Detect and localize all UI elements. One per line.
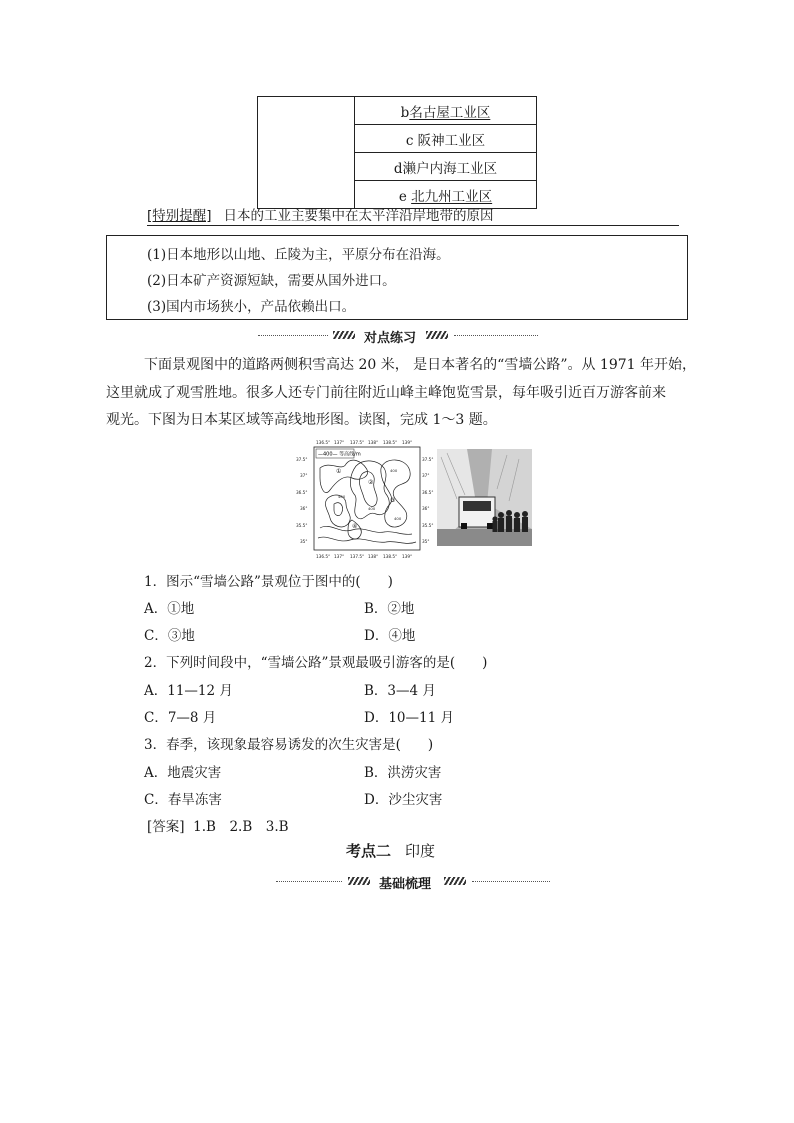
contour-label: 400 (338, 494, 346, 499)
special-tip-box (106, 235, 688, 320)
section-title: 对点练习 (364, 331, 417, 346)
divider (472, 881, 550, 882)
special-tip-label: [特别提醒] (147, 208, 212, 224)
tick-label: 37.5° (422, 457, 434, 462)
tick-label: 36.5° (296, 490, 308, 495)
option: A．地震灾害 (144, 765, 222, 781)
tick-label: 35.5° (296, 523, 308, 528)
intro-line: 下面景观图中的道路两侧积雪高达 20 米， 是日本著名的“雪墙公路”。从 1971 年开始， (144, 357, 697, 373)
divider (454, 335, 538, 336)
contour-map (290, 438, 435, 562)
industrial-regions-table (257, 96, 537, 209)
tick-label: 136.5° (316, 554, 331, 559)
table-blank-cell (258, 97, 355, 209)
special-tip-title (147, 208, 679, 226)
tick-label: 137.5° (350, 554, 365, 559)
intro-line: 这里就成了观雪胜地。很多人还专门前往附近山峰主峰饱览雪景，每年吸引近百万游客前来 (106, 385, 666, 401)
snow-wall-road-photo (437, 449, 532, 546)
tick-label: 35° (300, 539, 308, 544)
tick-label: 138.5° (383, 440, 398, 445)
tick-label: 36.5° (422, 490, 434, 495)
tick-label: 136.5° (316, 440, 331, 445)
contour-label: 400 (390, 468, 398, 473)
option: D．沙尘灾害 (364, 792, 443, 808)
basic-section-bar (276, 873, 550, 892)
tick-label: 137° (334, 440, 345, 445)
tick-label: 37.5° (296, 457, 308, 462)
tick-label: 138° (368, 554, 379, 559)
point-label-1: ① (336, 468, 342, 475)
tick-label: 37° (422, 473, 430, 478)
section-title: 基础梳理 (379, 877, 432, 892)
section-heading-subtitle: 印度 (405, 842, 436, 860)
tick-label: 36° (422, 506, 430, 511)
region-name: 阪神工业区 (417, 132, 486, 149)
region-name: 北九州工业区 (411, 188, 493, 205)
tick-label: 138.5° (383, 554, 398, 559)
option: D．10—11 月 (364, 710, 454, 726)
hatch-decoration (444, 877, 466, 885)
divider (258, 335, 328, 336)
divider (276, 881, 342, 882)
hatch-decoration (333, 331, 355, 339)
table-row: e 北九州工业区 (355, 181, 537, 209)
tick-label: 139° (402, 554, 413, 559)
answer-label: [答案] (147, 819, 185, 835)
tick-label: 35° (422, 539, 430, 544)
tick-label: 137° (334, 554, 345, 559)
contour-label: 400 (368, 506, 376, 511)
contour-label: 400 (394, 516, 402, 521)
tick-label: 139° (402, 440, 413, 445)
practice-section-bar (258, 327, 538, 346)
section-heading-title: 考点二 (346, 842, 392, 860)
option: A．11—12 月 (144, 683, 233, 699)
region-name: 名古屋工业区 (409, 104, 491, 121)
option: C．7—8 月 (144, 710, 217, 726)
tick-label: 137.5° (350, 440, 365, 445)
question-stem: 2．下列时间段中，“雪墙公路”景观最吸引游客的是( ) (144, 655, 488, 671)
option: B．②地 (364, 601, 415, 617)
table-row: c 阪神工业区 (355, 125, 537, 153)
tick-label: 37° (300, 473, 308, 478)
intro-line: 观光。下图为日本某区域等高线地形图。读图，完成 1～3 题。 (106, 412, 497, 428)
point-label-2: ② (368, 479, 374, 486)
map-legend: —400— 等高线/m (318, 451, 361, 458)
tip-point: (3)国内市场狭小，产品依赖出口。 (147, 299, 356, 315)
tick-label: 36° (300, 506, 308, 511)
hatch-decoration (348, 877, 370, 885)
answer-line (147, 815, 289, 835)
photo-illustration (437, 449, 532, 546)
answer-text: 1.B 2.B 3.B (193, 819, 289, 835)
tick-label: 35.5° (422, 523, 434, 528)
table-row: d濑户内海工业区 (355, 153, 537, 181)
option: B．3—4 月 (364, 683, 436, 699)
question-stem: 3．春季，该现象最容易诱发的次生灾害是( ) (144, 737, 434, 753)
tip-point: (2)日本矿产资源短缺，需要从国外进口。 (147, 273, 396, 289)
point-label-3: ③ (390, 497, 396, 504)
option: A．①地 (144, 601, 195, 617)
special-tip-heading: 日本的工业主要集中在太平洋沿岸地带的原因 (223, 208, 494, 224)
option: C．春旱冻害 (144, 792, 222, 808)
section-heading (346, 840, 435, 861)
option: B．洪涝灾害 (364, 765, 442, 781)
point-label-4: ④ (352, 523, 358, 530)
hatch-decoration (426, 331, 448, 339)
tick-label: 138° (368, 440, 379, 445)
question-stem: 1．图示“雪墙公路”景观位于图中的( ) (144, 574, 393, 590)
table-row: b名古屋工业区 (355, 97, 537, 125)
region-name: 濑户内海工业区 (402, 160, 498, 177)
option: D．④地 (364, 628, 416, 644)
option: C．③地 (144, 628, 195, 644)
tip-point: (1)日本地形以山地、丘陵为主，平原分布在沿海。 (147, 247, 450, 263)
